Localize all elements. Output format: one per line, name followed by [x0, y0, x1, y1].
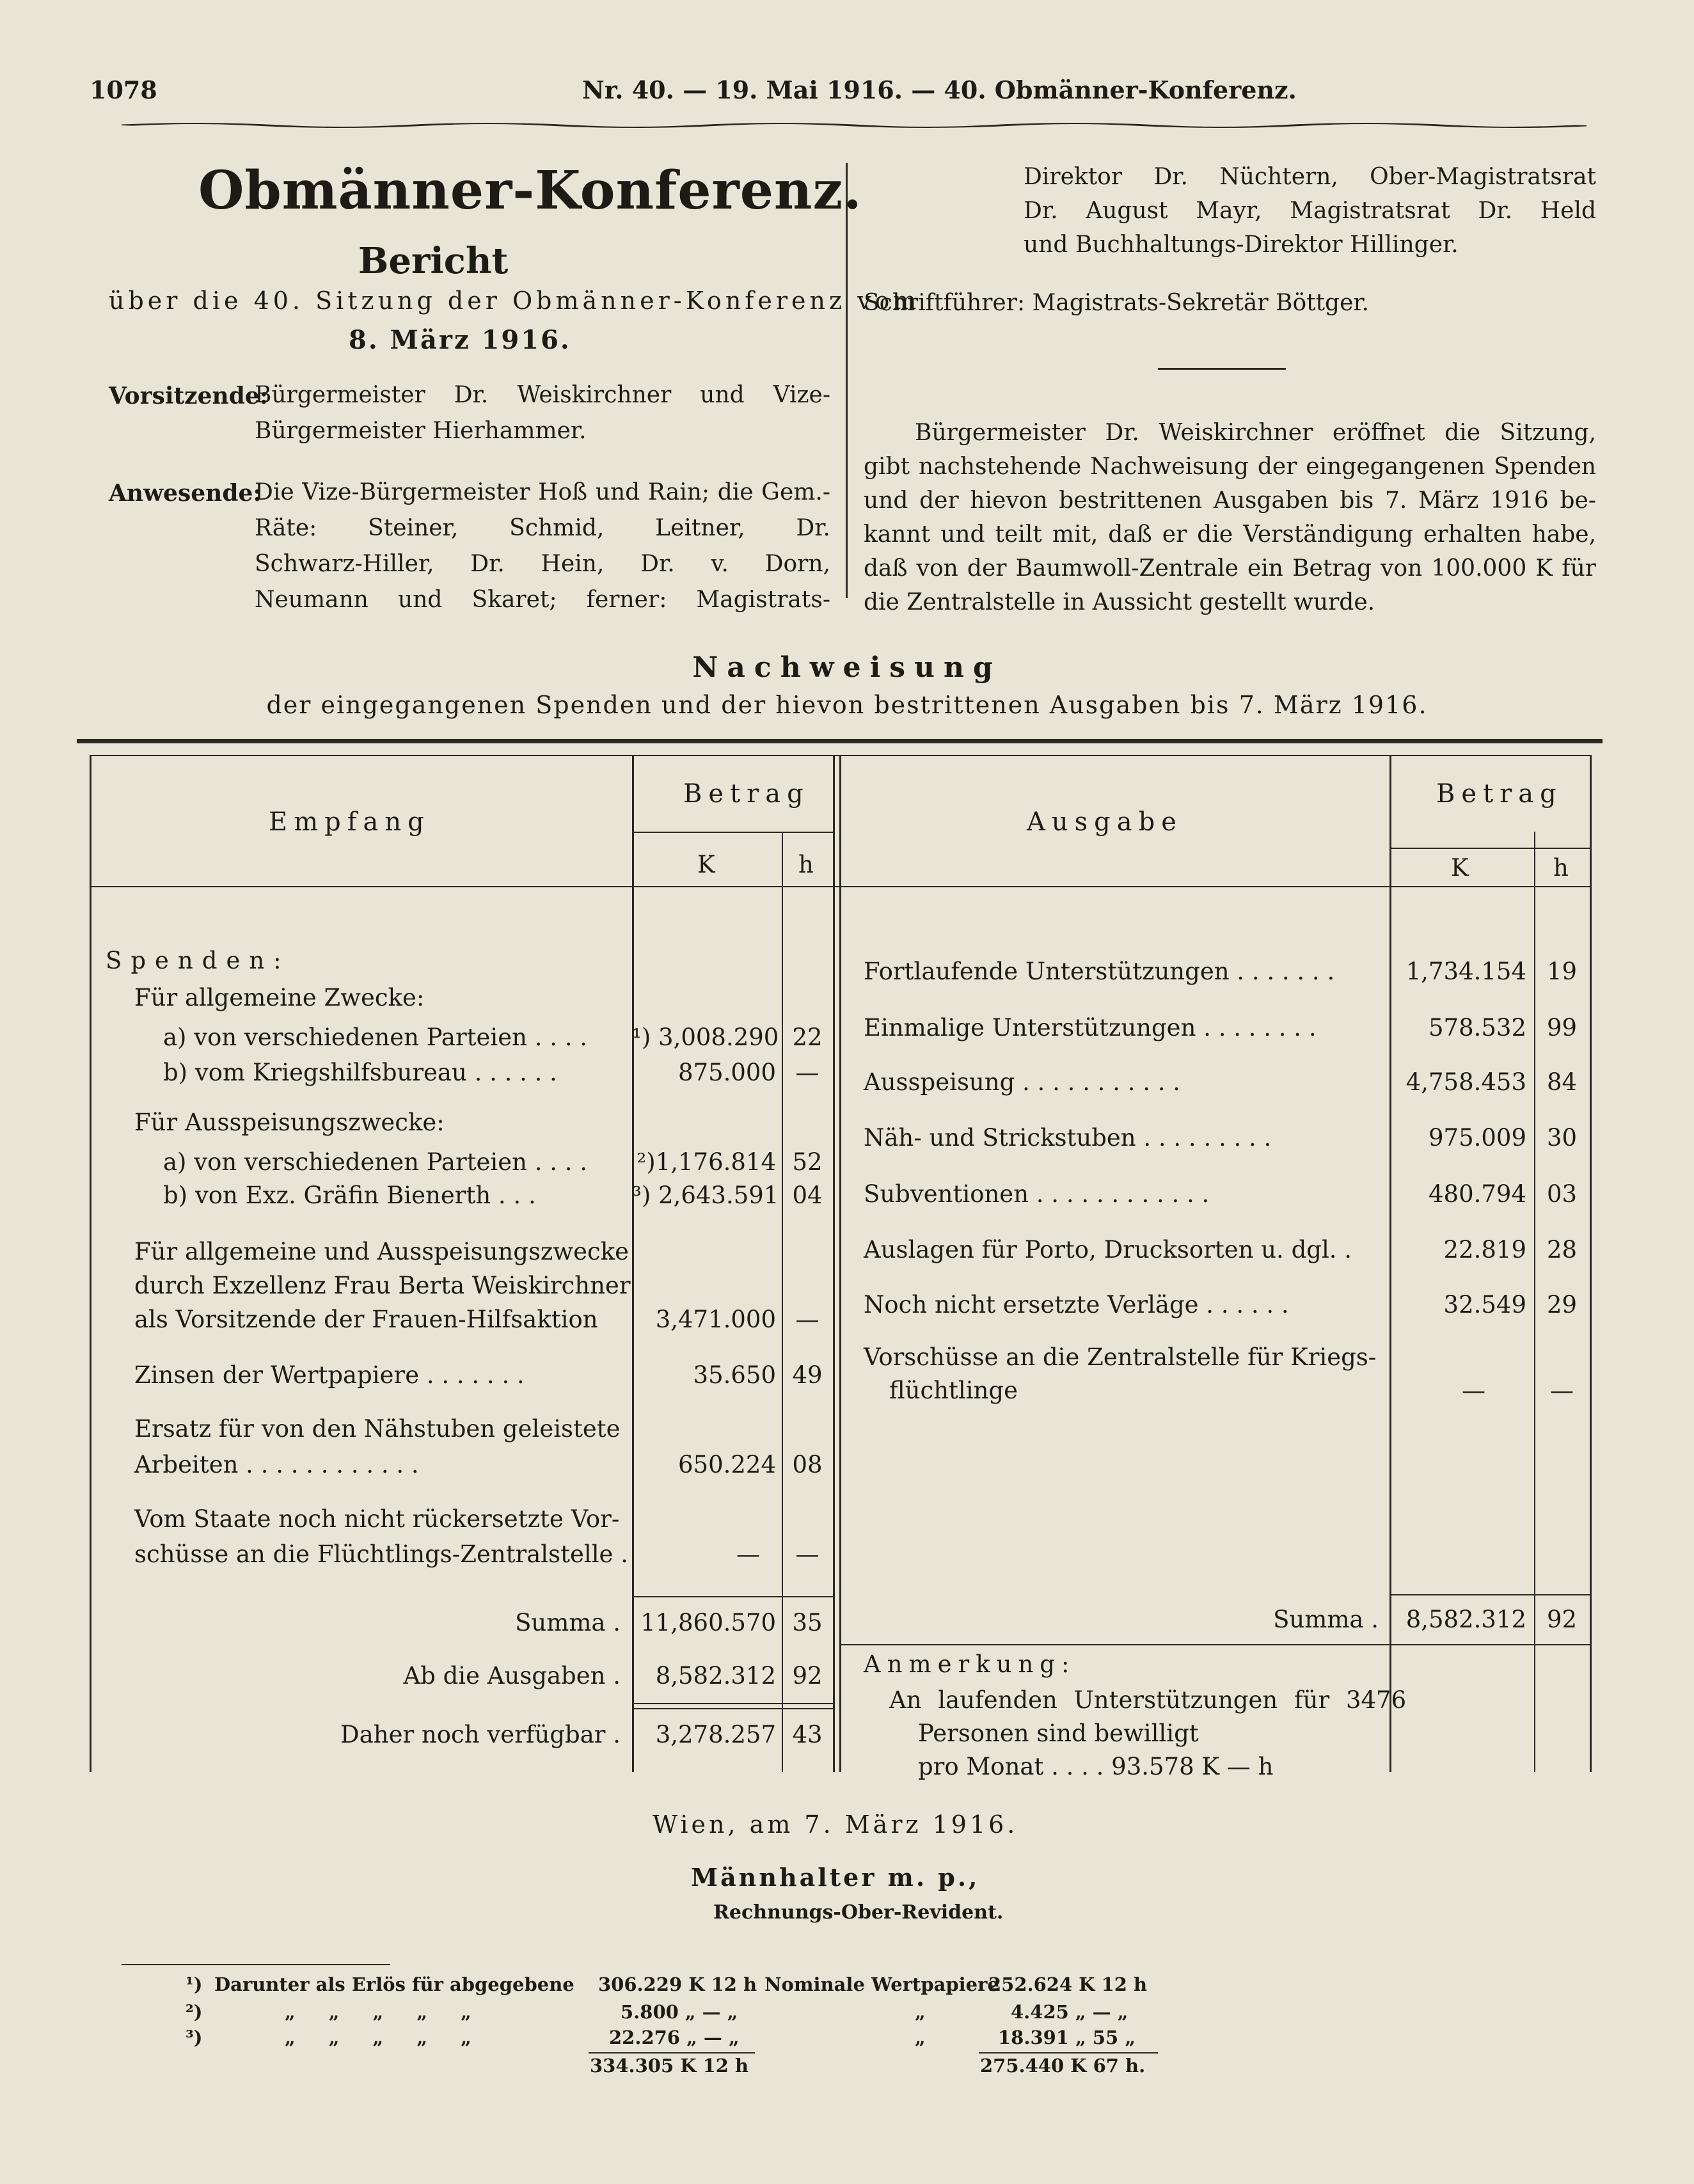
right-line-1: Direktor Dr. Nüchtern, Ober-Magistratsrat — [1024, 164, 1596, 190]
table-row: Spenden: — [106, 947, 290, 974]
table-cell-h: 03 — [1546, 1180, 1578, 1208]
table-row: Für allgemeine und Ausspeisungszwecke — [134, 1238, 629, 1265]
table-row: Für allgemeine Zwecke: — [134, 984, 425, 1011]
expenses-deduct-h: 92 — [792, 1662, 823, 1689]
statement-title: Nachweisung — [692, 651, 1002, 684]
table-cell-k: ³) 2,643.591 — [632, 1182, 779, 1209]
right-line-2: Dr. August Mayr, Magistratsrat Dr. Held — [1024, 198, 1596, 224]
table-cell-h: 99 — [1546, 1014, 1578, 1041]
table-row: b) von Exz. Gräfin Bienerth . . . — [163, 1182, 536, 1209]
table-top-rule — [77, 739, 1603, 743]
table-row: als Vorsitzende der Frauen-Hilfsaktion — [134, 1306, 598, 1333]
table-row: Noch nicht ersetzte Verläge . . . . . . — [864, 1291, 1289, 1318]
table-cell-k: 22.819 — [1443, 1236, 1526, 1263]
table-cell-k: 578.532 — [1428, 1014, 1526, 1041]
report-heading: Bericht — [358, 240, 509, 282]
table-cell-k: — — [1462, 1377, 1485, 1404]
secretary-line: Schriftführer: Magistrats-Sekretär Böttger. — [864, 290, 1370, 316]
remark-label: Anmerkung: — [864, 1650, 1076, 1678]
table-cell-k: 3,471.000 — [655, 1306, 776, 1333]
summa-label-left: Summa . — [515, 1609, 621, 1636]
table-cell-k: 32.549 — [1443, 1291, 1526, 1318]
header-expenses: Ausgabe — [1027, 807, 1183, 837]
opening-line-6: die Zentralstelle in Aussicht gestellt wurde. — [864, 589, 1375, 615]
table-row: Vorschüsse an die Zentralstelle für Kriegs- — [864, 1343, 1377, 1371]
table-center-divider-a — [833, 755, 835, 1772]
footnote-rule — [122, 1964, 390, 1965]
table-cell-h: — — [795, 1306, 819, 1333]
table-cell-k: 875.000 — [677, 1059, 776, 1086]
table-cell-h: 52 — [792, 1148, 823, 1176]
summa-rule-right — [1389, 1594, 1590, 1595]
footnote-1-mid: Nominale Wertpapiere — [764, 1974, 999, 1995]
summa-k-left: 11,860.570 — [640, 1609, 776, 1636]
header-receipts: Empfang — [269, 807, 431, 837]
header-amount-left: Betrag — [683, 779, 810, 809]
remark-line-1: An laufenden Unterstützungen für 3476 — [889, 1686, 1407, 1714]
short-rule — [1158, 368, 1286, 370]
table-row: schüsse an die Flüchtlings-Zentralstelle . — [134, 1540, 628, 1568]
table-cell-h: — — [795, 1059, 819, 1086]
report-subtitle: über die 40. Sitzung der Obmänner-Konferenz vom — [109, 287, 921, 315]
available-rule-2 — [632, 1708, 833, 1709]
opening-line-2: gibt nachstehende Nachweisung der eingegangenen Spenden — [864, 454, 1596, 480]
expenses-deduct-label: Ab die Ausgaben . — [403, 1662, 621, 1689]
betrag-underline-right — [1389, 848, 1590, 849]
table-cell-h: 84 — [1546, 1068, 1578, 1096]
betrag-underline-left — [632, 832, 833, 833]
summa-label-right: Summa . — [1273, 1606, 1379, 1633]
table-cell-h: 04 — [792, 1182, 823, 1209]
table-cell-k: 480.794 — [1428, 1180, 1526, 1208]
statement-subtitle: der eingegangenen Spenden und der hievon bestrittenen Ausgaben bis 7. März 1916. — [266, 691, 1428, 719]
table-row: a) von verschiedenen Parteien . . . . — [163, 1024, 588, 1051]
table-row: Ersatz für von den Nähstuben geleistete — [134, 1415, 621, 1443]
conference-title: Obmänner-Konferenz. — [198, 160, 862, 221]
footnote-2-value-1: 5.800 „ — „ — [621, 2001, 738, 2023]
opening-line-3: und der hievon bestrittenen Ausgaben bis 7. März 1916 be- — [864, 487, 1596, 514]
header-h-right: h — [1553, 854, 1569, 882]
expenses-deduct-k: 8,582.312 — [655, 1662, 776, 1689]
table-cell-h: 49 — [792, 1361, 823, 1389]
table-cell-h: — — [1550, 1377, 1574, 1404]
table-row: flüchtlinge — [889, 1377, 1018, 1404]
table-row: Arbeiten . . . . . . . . . . . . — [134, 1451, 419, 1478]
footnote-2-value-2: 4.425 „ — „ — [1011, 2001, 1128, 2023]
table-row: a) von verschiedenen Parteien . . . . — [163, 1148, 588, 1176]
footnote-1-text: Darunter als Erlös für abgegebene — [214, 1974, 574, 1995]
table-center-divider-b — [839, 755, 841, 1772]
available-label: Daher noch verfügbar . — [340, 1721, 621, 1748]
table-cell-h: 30 — [1546, 1124, 1578, 1151]
table-row: b) vom Kriegshilfsbureau . . . . . . — [163, 1059, 557, 1086]
right-line-3: und Buchhaltungs-Direktor Hillinger. — [1024, 232, 1459, 258]
page-number: 1078 — [90, 75, 157, 104]
chair-label: Vorsitzende: — [109, 383, 269, 409]
footnote-3-ditto: „ „ „ „ „ — [285, 2027, 471, 2048]
table-row: Zinsen der Wertpapiere . . . . . . . — [134, 1361, 525, 1389]
table-row: Subventionen . . . . . . . . . . . . — [864, 1180, 1210, 1208]
footnote-total-1: 334.305 K 12 h — [590, 2055, 749, 2077]
attendees-line-3: Schwarz-Hiller, Dr. Hein, Dr. v. Dorn, — [255, 551, 830, 577]
header-amount-right: Betrag — [1436, 779, 1563, 809]
table-row: Einmalige Unterstützungen . . . . . . . . — [864, 1014, 1317, 1041]
table-cell-h: — — [795, 1540, 819, 1568]
available-rule-1 — [632, 1703, 833, 1704]
summa-rule-left — [632, 1596, 833, 1597]
available-h: 43 — [792, 1721, 823, 1748]
header-k-left: K — [697, 851, 715, 878]
footnote-1-value-1: 306.229 K 12 h — [598, 1974, 757, 1995]
attendees-line-4: Neumann und Skaret; ferner: Magistrats- — [255, 587, 830, 613]
table-cell-k: 650.224 — [677, 1451, 776, 1478]
table-row: Näh- und Strickstuben . . . . . . . . . — [864, 1124, 1272, 1151]
table-row: Ausspeisung . . . . . . . . . . . — [864, 1068, 1181, 1096]
remark-line-2: Personen sind bewilligt — [918, 1720, 1199, 1747]
footnote-1-mark: ¹) — [186, 1974, 203, 1995]
table-cell-h: 19 — [1546, 958, 1578, 985]
table-row: Vom Staate noch nicht rückersetzte Vor- — [134, 1505, 620, 1533]
footnote-3-mid: „ — [915, 2027, 926, 2048]
table-row: Für Ausspeisungszwecke: — [134, 1109, 445, 1136]
table-cell-k: — — [736, 1540, 760, 1568]
attendees-label: Anwesende: — [109, 480, 262, 507]
table-cell-k: 975.009 — [1428, 1124, 1526, 1151]
footnote-2-mid: „ — [915, 2001, 926, 2023]
footnote-total-2: 275.440 K 67 h. — [980, 2055, 1146, 2077]
available-k: 3,278.257 — [655, 1721, 776, 1748]
summa-h-right: 92 — [1546, 1606, 1578, 1633]
table-cell-k: ¹) 3,008.290 — [632, 1024, 779, 1051]
table-cell-h: 28 — [1546, 1236, 1578, 1263]
footnote-sum-rule-2 — [979, 2052, 1158, 2053]
table-row: Fortlaufende Unterstützungen . . . . . . . — [864, 958, 1335, 985]
footnote-1-value-2: 252.624 K 12 h — [988, 1974, 1148, 1995]
table-cell-k: ²)1,176.814 — [637, 1148, 776, 1176]
chair-line-2: Bürgermeister Hierhammer. — [255, 418, 587, 444]
attendees-line-1: Die Vize-Bürgermeister Hoß und Rain; die Gem.- — [255, 479, 830, 505]
report-date: 8. März 1916. — [349, 325, 571, 355]
table-cell-h: 22 — [792, 1024, 823, 1051]
table-cell-h: 29 — [1546, 1291, 1578, 1318]
table-left-border — [90, 755, 91, 1772]
footnote-3-mark: ³) — [186, 2027, 203, 2048]
header-k-right: K — [1451, 854, 1469, 882]
opening-line-5: daß von der Baumwoll-Zentrale ein Betrag von 100.000 K für — [864, 555, 1596, 582]
table-row: durch Exzellenz Frau Berta Weiskirchner — [134, 1272, 631, 1299]
place-date: Wien, am 7. März 1916. — [653, 1810, 1018, 1839]
summa-h-left: 35 — [792, 1609, 823, 1636]
table-cell-k: 1,734.154 — [1405, 958, 1526, 985]
running-title: Nr. 40. — 19. Mai 1916. — 40. Obmänner-Konferenz. — [582, 75, 1297, 104]
column-divider — [846, 163, 848, 598]
opening-line-1: Bürgermeister Dr. Weiskirchner eröffnet die Sitzung, — [915, 420, 1596, 446]
footnote-2-ditto: „ „ „ „ „ — [285, 2001, 471, 2023]
signatory-name: Männhalter m. p., — [691, 1863, 980, 1892]
table-cell-h: 08 — [792, 1451, 823, 1478]
chair-line-1: Bürgermeister Dr. Weiskirchner und Vize- — [255, 382, 830, 408]
table-right-border — [1590, 755, 1592, 1772]
footnote-3-value-1: 22.276 „ — „ — [609, 2027, 740, 2048]
table-row: Auslagen für Porto, Drucksorten u. dgl. . — [864, 1236, 1352, 1263]
footnote-sum-rule-1 — [589, 2052, 755, 2053]
footnote-3-value-2: 18.391 „ 55 „ — [998, 2027, 1136, 2048]
table-cell-k: 4,758.453 — [1405, 1068, 1526, 1096]
summa-k-right: 8,582.312 — [1405, 1606, 1526, 1633]
table-header-bottom-rule — [90, 886, 1590, 887]
summa-bottom-rule-right — [841, 1644, 1590, 1645]
remark-line-3: pro Monat . . . . 93.578 K — h — [918, 1753, 1274, 1780]
footnote-2-mark: ²) — [186, 2001, 203, 2023]
opening-line-4: kannt und teilt mit, daß er die Verständigung erhalten habe, — [864, 521, 1596, 548]
table-cell-k: 35.650 — [693, 1361, 776, 1389]
signatory-role: Rechnungs-Ober-Revident. — [713, 1901, 1004, 1924]
attendees-line-2: Räte: Steiner, Schmid, Leitner, Dr. — [255, 515, 830, 541]
header-wavy-rule — [122, 122, 1587, 129]
header-h-left: h — [798, 851, 814, 878]
